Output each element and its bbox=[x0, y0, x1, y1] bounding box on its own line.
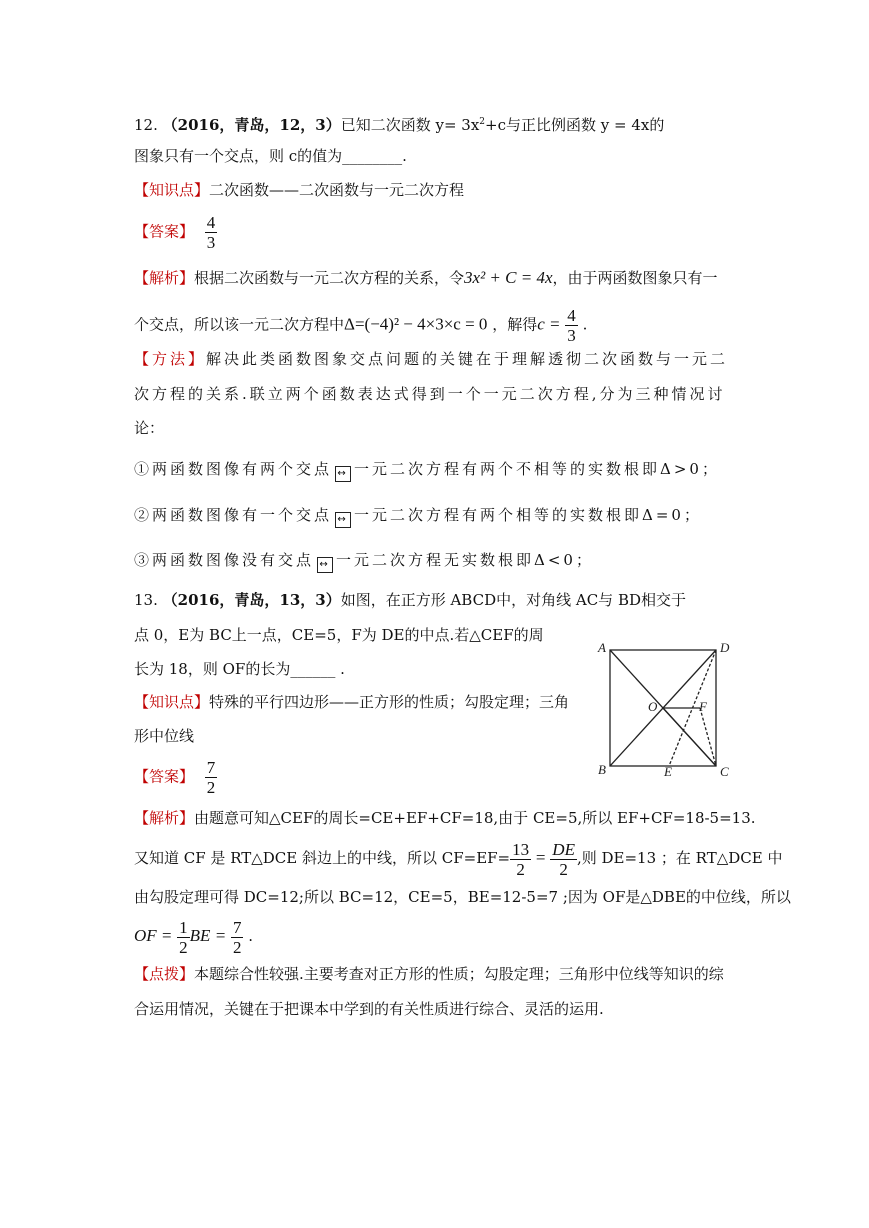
fraction-7-2 bbox=[231, 918, 244, 957]
fraction-1-2 bbox=[177, 918, 190, 957]
answer-numerator: 4 bbox=[206, 213, 216, 232]
analysis-tag: 【解析】 bbox=[134, 269, 195, 287]
knowledge-tag: 【知识点】 bbox=[134, 181, 210, 199]
answer-denominator: 3 bbox=[206, 233, 216, 252]
q12-knowledge bbox=[134, 180, 464, 200]
answer-fraction bbox=[205, 213, 218, 252]
eq-of: OF = bbox=[134, 926, 173, 945]
q12-stem-b: +c与正比例函数 y = 4x的 bbox=[485, 116, 665, 134]
knowledge-tag: 【知识点】 bbox=[134, 693, 210, 711]
q12-case-1 bbox=[134, 459, 720, 482]
q12-stem-a: 已知二次函数 y= 3x bbox=[340, 116, 480, 134]
label-f: F bbox=[699, 699, 707, 714]
fraction-denominator: 2 bbox=[516, 859, 525, 879]
analysis-text-3: 个交点，所以该一元二次方程中 bbox=[134, 315, 345, 334]
label-b: B bbox=[598, 762, 606, 777]
fraction-13-2 bbox=[510, 840, 531, 879]
analysis-end: . bbox=[248, 927, 254, 945]
q13-analysis-line-2 bbox=[134, 838, 782, 879]
analysis-text-1: 根据二次函数与一元二次方程的关系，令 bbox=[194, 269, 465, 287]
q12-analysis-line-1 bbox=[134, 268, 718, 288]
q13-answer bbox=[134, 758, 217, 797]
label-e: E bbox=[664, 764, 672, 778]
analysis-text-2b: ,则 DE=13 ；在 RT△DCE 中 bbox=[576, 849, 783, 867]
case-3-b: 一元二次方程无实数根即Δ<0； bbox=[336, 551, 594, 569]
q13-stem: 如图，在正方形 ABCD中，对角线 AC与 BD相交于 bbox=[340, 591, 687, 609]
q13-knowledge-line-2: 形中位线 bbox=[134, 727, 195, 745]
fraction-numerator: 13 bbox=[512, 839, 530, 859]
knowledge-text: 二次函数——二次函数与一元二次方程 bbox=[209, 181, 465, 199]
analysis-eq-3: c = bbox=[537, 314, 561, 334]
label-d: D bbox=[720, 640, 730, 655]
q12-meta: （2016，青岛，12，3） bbox=[162, 116, 341, 134]
q13-number: 13. bbox=[134, 591, 158, 609]
analysis-text-2a: 又知道 CF 是 RT△DCE 斜边上的中线，所以 CF=EF= bbox=[134, 849, 511, 867]
q13-meta: （2016，青岛，13，3） bbox=[162, 591, 341, 609]
analysis-text-1: 由题意可知△CEF的周长=CE+EF+CF=18,由于 CE=5,所以 EF+CF=18-5=13. bbox=[194, 809, 756, 827]
label-o: O bbox=[648, 699, 658, 714]
q12-case-2 bbox=[134, 505, 702, 528]
q12-number: 12. bbox=[134, 116, 158, 134]
q12-sup: 2 bbox=[479, 117, 486, 127]
answer-tag: 【答案】 bbox=[134, 767, 195, 786]
analysis-numerator: 4 bbox=[567, 306, 576, 325]
analysis-text-2: ，由于两函数图象只有一 bbox=[552, 269, 718, 287]
q12-method-line-1 bbox=[134, 349, 728, 369]
fraction-de-2 bbox=[550, 840, 577, 879]
label-c: C bbox=[720, 764, 729, 778]
iff-icon: ↔ bbox=[335, 512, 351, 528]
fraction-denominator: 2 bbox=[232, 937, 242, 957]
fraction-numerator: 7 bbox=[232, 917, 242, 937]
analysis-text-4: ，解得 bbox=[492, 315, 538, 334]
answer-numerator: 7 bbox=[206, 758, 216, 777]
fraction-denominator: 2 bbox=[179, 937, 188, 957]
q13-analysis-line-1 bbox=[134, 808, 756, 828]
q12-method-line-2: 次方程的关系.联立两个函数表达式得到一个一元二次方程,分为三种情况讨 bbox=[134, 385, 726, 403]
iff-icon: ↔ bbox=[317, 557, 333, 573]
q12-method-line-3: 论： bbox=[134, 419, 165, 437]
analysis-eq-1: 3x² + C = 4x bbox=[464, 268, 553, 287]
case-3-a: ③两函数图像没有交点 bbox=[134, 551, 315, 569]
analysis-end: . bbox=[582, 315, 588, 334]
tips-text-1: 本题综合性较强.主要考查对正方形的性质；勾股定理；三角形中位线等知识的综 bbox=[194, 965, 724, 983]
method-text-1: 解决此类函数图象交点问题的关键在于理解透彻二次函数与一元二 bbox=[206, 350, 729, 368]
q12-answer bbox=[134, 213, 217, 252]
answer-denominator: 2 bbox=[206, 778, 216, 797]
fraction-denominator: 2 bbox=[559, 859, 568, 879]
method-tag: 【方法】 bbox=[134, 350, 207, 368]
square-figure bbox=[590, 638, 740, 778]
fraction-numerator: 1 bbox=[179, 917, 188, 937]
q13-tips-line-2: 合运用情况，关键在于把课本中学到的有关性质进行综合、灵活的运用. bbox=[134, 1000, 604, 1018]
q13-tips-line-1 bbox=[134, 964, 724, 984]
analysis-denominator: 3 bbox=[567, 326, 576, 345]
q13-analysis-line-4 bbox=[134, 916, 253, 957]
q13-line-1 bbox=[134, 590, 686, 610]
analysis-eq-2: Δ=(−4)² − 4×3×c = 0 bbox=[344, 314, 488, 334]
q12-analysis-line-2 bbox=[134, 306, 587, 345]
eq-be: BE = bbox=[189, 926, 227, 945]
iff-icon: ↔ bbox=[335, 466, 351, 482]
case-1-b: 一元二次方程有两个不相等的实数根即Δ>0； bbox=[354, 460, 720, 478]
label-a: A bbox=[598, 640, 606, 655]
knowledge-text-1: 特殊的平行四边形——正方形的性质；勾股定理；三角 bbox=[209, 693, 570, 711]
answer-tag: 【答案】 bbox=[134, 222, 195, 241]
analysis-tag: 【解析】 bbox=[134, 809, 195, 827]
q13-knowledge-line-1 bbox=[134, 692, 569, 712]
case-1-a: ①两函数图像有两个交点 bbox=[134, 460, 333, 478]
fraction-numerator: DE bbox=[552, 839, 575, 859]
q12-line-1 bbox=[134, 112, 664, 135]
q13-line-2: 点 0，E为 BC上一点，CE=5，F为 DE的中点.若△CEF的周 bbox=[134, 626, 544, 644]
equals-sign: = bbox=[535, 848, 546, 867]
analysis-fraction bbox=[565, 306, 578, 345]
q13-line-3: 长为 18，则 OF的长为______ . bbox=[134, 660, 345, 678]
tips-tag: 【点拨】 bbox=[134, 965, 195, 983]
q13-analysis-line-3: 由勾股定理可得 DC=12;所以 BC=12，CE=5，BE=12-5=7 ;因为 OF是△DBE的中位线，所以 bbox=[134, 888, 791, 906]
case-2-a: ②两函数图像有一个交点 bbox=[134, 506, 333, 524]
answer-fraction bbox=[205, 758, 218, 797]
q12-line-2: 图象只有一个交点，则 c的值为________. bbox=[134, 147, 407, 165]
case-2-b: 一元二次方程有两个相等的实数根即Δ=0； bbox=[354, 506, 702, 524]
q12-case-3 bbox=[134, 550, 594, 573]
